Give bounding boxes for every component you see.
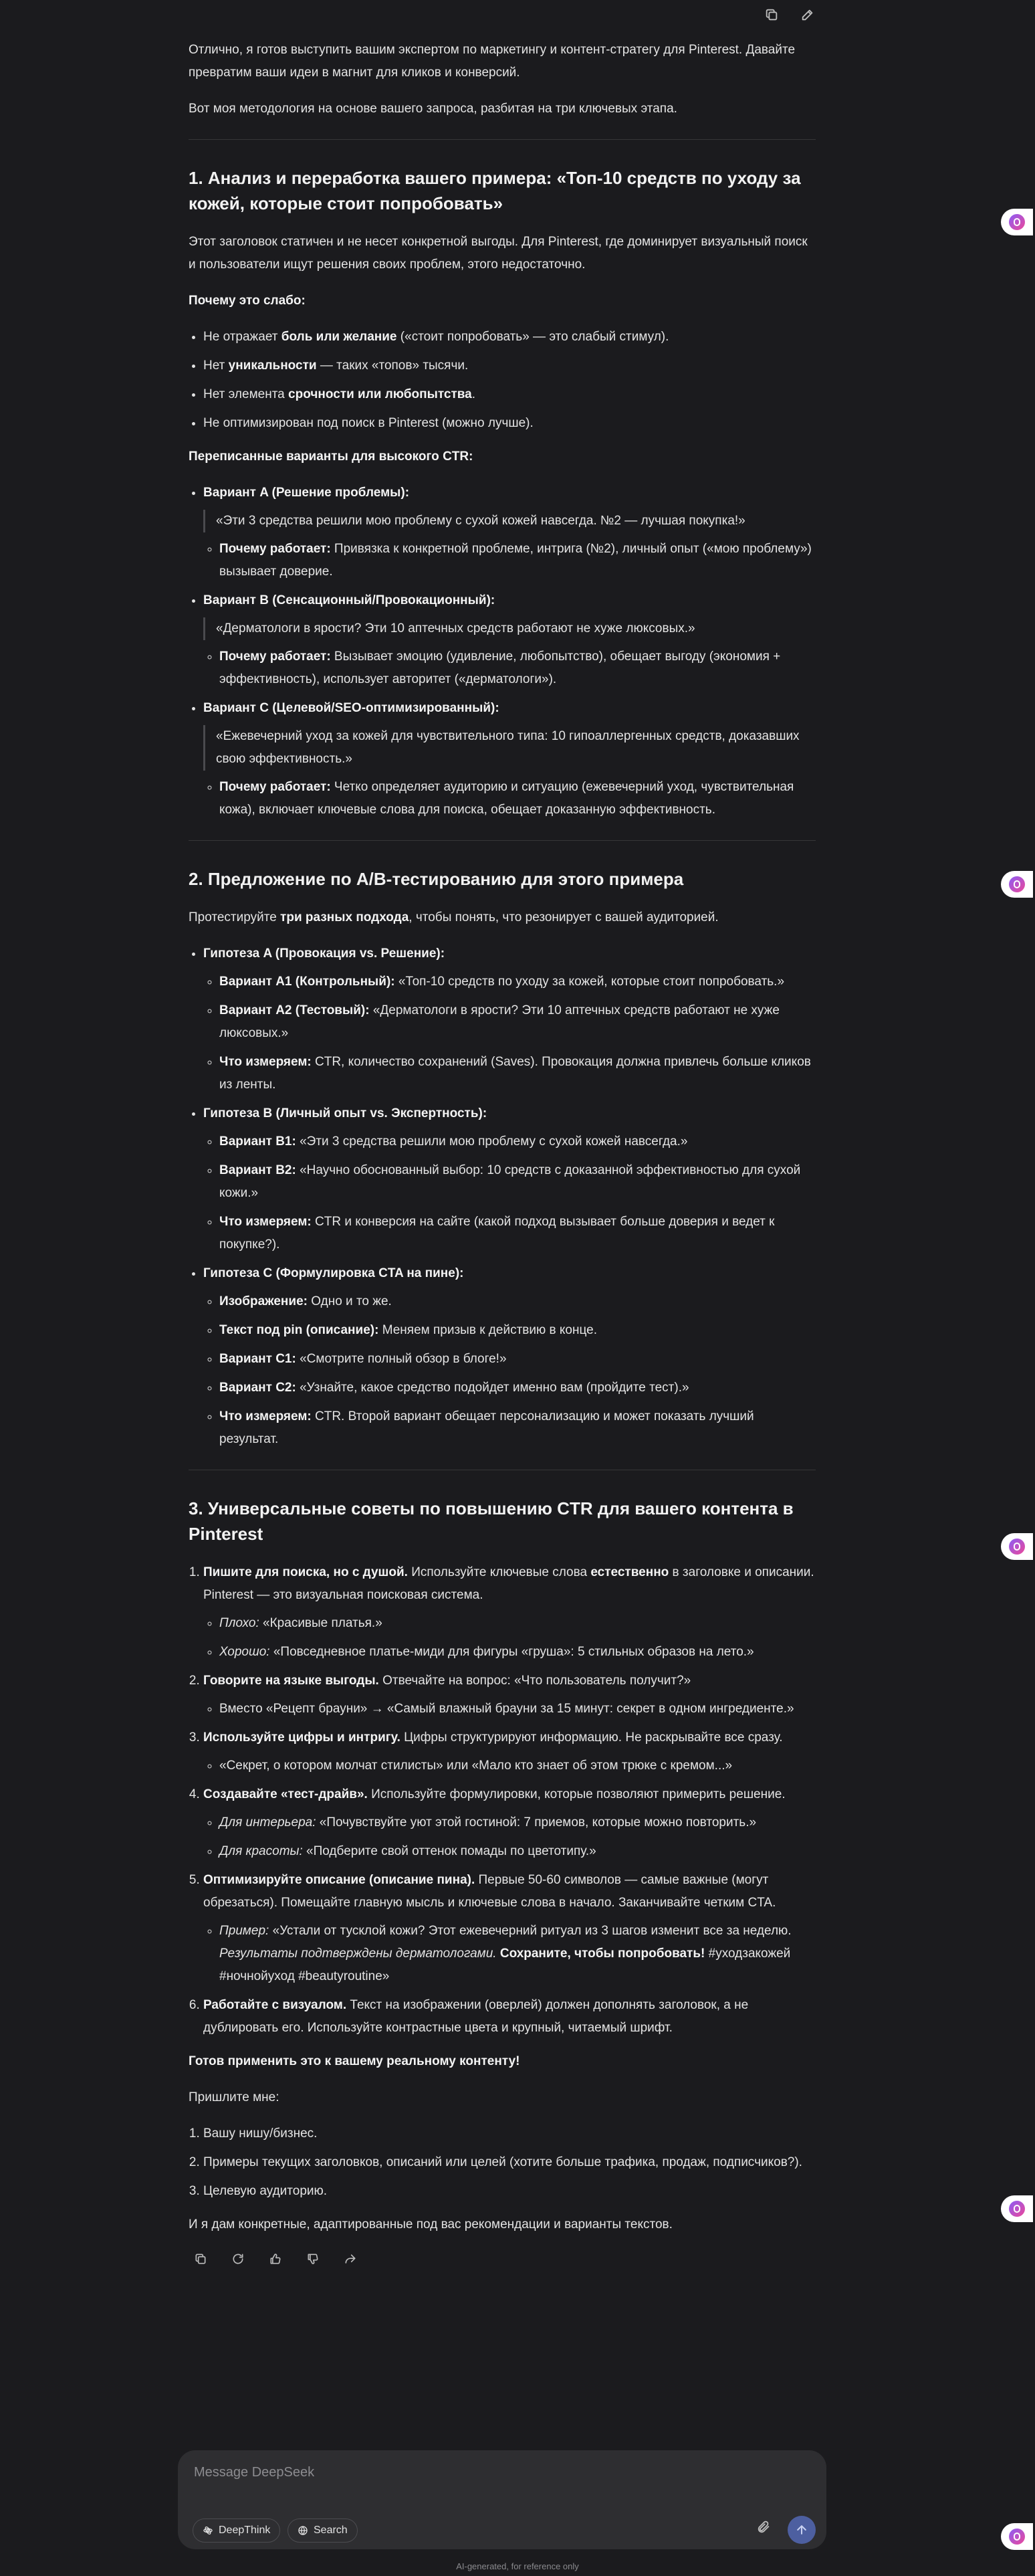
list-item: 2. Примеры текущих заголовков, описаний или целей (хотите больше трафика, продаж, подписчиков?). <box>203 2151 816 2174</box>
copy-icon[interactable] <box>762 5 781 24</box>
divider <box>189 840 816 841</box>
top-actions <box>762 5 817 24</box>
edit-icon[interactable] <box>798 5 817 24</box>
list-item: ◦ Вариант A2 (Тестовый): «Дерматологи в ярости? Эти 10 аптечных средств работают не хуже люксовых.» <box>219 999 816 1045</box>
list-item: 6. Работайте с визуалом. Текст на изображении (оверлей) должен дополнять заголовок, а не дублировать его. Используйте контрастные цвета и крупный, читаемый шрифт. <box>203 1994 816 2040</box>
list-item: 5. Оптимизируйте описание (описание пина). Первые 50-60 символов — самые важные (могут обрезаться). Помещайте главную мысль и ключевые слова в начало. Заканчивайте четким CTA. ◦ Пример: «Устали от тусклой кожи? Этот ежевечерний ритуал из 3 шагов изменит все за неделю. Результаты подтверждены дерматологами. Сохраните, чтобы попробовать! #уходзакожей #ночнойуход #beautyroutine» <box>203 1869 816 1988</box>
hypothesis-list <box>189 943 816 1451</box>
request-list <box>189 2122 816 2203</box>
list-item: • Вариант A (Решение проблемы): «Эти 3 средства решили мою проблему с сухой кожей навсегда. №2 — лучшая покупка!» ◦ Почему работает: Привязка к конкретной проблеме, интрига (№2), личный опыт («мою проблему») вызывает доверие. <box>203 482 816 583</box>
side-assistant-icon[interactable] <box>1001 2195 1033 2222</box>
cta-text: Готов применить это к вашему реальному контенту! <box>189 2054 520 2068</box>
list-item: ◦ Вариант C2: «Узнайте, какое средство подойдет именно вам (пройдите тест).» <box>219 1377 816 1399</box>
quote: «Дерматологи в ярости? Эти 10 аптечных средств работают не хуже люксовых.» <box>203 617 816 640</box>
subheading: Почему это слабо: <box>189 294 306 308</box>
list-item: 4. Создавайте «тест-драйв». Используйте формулировки, которые позволяют примерить решение. ◦ Для интерьера: «Почувствуйте уют этой гостиной: 7 приемов, которые можно повторить.» ◦ Для красоты: «Подберите свой оттенок помады по цветотипу.» <box>203 1783 816 1863</box>
list-item: ◦ «Секрет, о котором молчат стилисты» или «Мало кто знает об этом трюке с кремом...» <box>219 1755 816 1777</box>
paragraph: Этот заголовок статичен и не несет конкретной выгоды. Для Pinterest, где доминирует визуальный поиск и пользователи ищут решения своих проблем, этого недостаточно. <box>189 235 808 272</box>
list-item: ◦ Вариант A1 (Контрольный): «Топ-10 средств по уходу за кожей, которые стоит попробовать.» <box>219 971 816 993</box>
message-input[interactable]: Message DeepSeek <box>194 2465 315 2480</box>
copy-icon[interactable] <box>191 2250 210 2268</box>
list-item: ◦ Для красоты: «Подберите свой оттенок помады по цветотипу.» <box>219 1840 816 1863</box>
attach-icon[interactable] <box>754 2518 773 2537</box>
list-item: ◦ Почему работает: Четко определяет аудиторию и ситуацию (ежевечерний уход, чувствительная кожа), включает ключевые слова для поиска, обещает доказанную эффективность. <box>219 776 816 821</box>
list-item: • Не оптимизирован под поиск в Pinterest (можно лучше). <box>203 412 816 435</box>
message-composer <box>178 2450 826 2549</box>
list-item: • Гипотеза C (Формулировка CTA на пине): ◦ Изображение: Одно и то же. ◦ Текст под pin (описание): Меняем призыв к действию в конце. ◦ Вариант C1: «Смотрите полный обзор в блоге!» ◦ Вариант C2: «Узнайте, какое средство подойдет именно вам (пройдите тест).» ◦ Что измеряем: CTR. Второй вариант обещает персонализацию и может показать лучший результат. <box>203 1262 816 1451</box>
list-item: • Гипотеза A (Провокация vs. Решение): ◦ Вариант A1 (Контрольный): «Топ-10 средств по уходу за кожей, которые стоит попробовать.» ◦ Вариант A2 (Тестовый): «Дерматологи в ярости? Эти 10 аптечных средств работают не хуже люксовых.» ◦ Что измеряем: CTR, количество сохранений (Saves). Провокация должна привлечь больше кликов из ленты. <box>203 943 816 1096</box>
list-item: • Не отражает боль или желание («стоит попробовать» — это слабый стимул). <box>203 326 816 349</box>
section-heading: 1. Анализ и переработка вашего примера: «Топ-10 средств по уходу за кожей, которые стоит попробовать» <box>189 168 801 213</box>
list-item: ◦ Вариант B2: «Научно обоснованный выбор: 10 средств с доказанной эффективностью для сухой кожи.» <box>219 1159 816 1205</box>
list-item: ◦ Что измеряем: CTR и конверсия на сайте (какой подход вызывает больше доверия и ведет к покупке?). <box>219 1211 816 1256</box>
quote: «Ежевечерний уход за кожей для чувствительного типа: 10 гипоаллергенных средств, доказавших свою эффективность.» <box>203 725 816 771</box>
brain-icon <box>1009 214 1025 230</box>
side-assistant-icon[interactable] <box>1001 209 1033 235</box>
regenerate-icon[interactable] <box>229 2250 247 2268</box>
list-item: ◦ Плохо: «Красивые платья.» <box>219 1612 816 1635</box>
globe-icon <box>298 2525 308 2536</box>
list-item: ◦ Текст под pin (описание): Меняем призыв к действию в конце. <box>219 1319 816 1342</box>
send-button[interactable] <box>788 2516 816 2544</box>
arrow-up-icon <box>795 2523 808 2537</box>
paragraph: Пришлите мне: <box>189 2090 279 2104</box>
deepthink-label: DeepThink <box>219 2524 271 2536</box>
side-assistant-icon[interactable] <box>1001 1533 1033 1560</box>
list-item: 3. Целевую аудиторию. <box>203 2180 816 2203</box>
list-item: • Гипотеза B (Личный опыт vs. Экспертность): ◦ Вариант B1: «Эти 3 средства решили мою проблему с сухой кожей навсегда.» ◦ Вариант B2: «Научно обоснованный выбор: 10 средств с доказанной эффективностью для сухой кожи.» ◦ Что измеряем: CTR и конверсия на сайте (какой подход вызывает больше доверия и ведет к покупке?). <box>203 1102 816 1256</box>
quote: «Эти 3 средства решили мою проблему с сухой кожей навсегда. №2 — лучшая покупка!» <box>203 510 816 532</box>
section-heading: 3. Универсальные советы по повышению CTR для вашего контента в Pinterest <box>189 1498 794 1544</box>
side-assistant-icon[interactable] <box>1001 871 1033 898</box>
variant-list <box>189 482 816 821</box>
share-icon[interactable] <box>341 2250 360 2268</box>
paragraph: Протестируйте три разных подхода, чтобы понять, что резонирует с вашей аудиторией. <box>189 910 719 924</box>
list-item: ◦ Изображение: Одно и то же. <box>219 1290 816 1313</box>
list-item: ◦ Хорошо: «Повседневное платье-миди для фигуры «груша»: 5 стильных образов на лето.» <box>219 1641 816 1664</box>
disclaimer: AI-generated, for reference only <box>456 2561 579 2571</box>
intro-paragraph: Вот моя методология на основе вашего запроса, разбитая на три ключевых этапа. <box>189 102 677 116</box>
assistant-message <box>189 39 816 2268</box>
list-item: • Вариант C (Целевой/SEO-оптимизированный): «Ежевечерний уход за кожей для чувствительного типа: 10 гипоаллергенных средств, доказавших свою эффективность.» ◦ Почему работает: Четко определяет аудиторию и ситуацию (ежевечерний уход, чувствительная кожа), включает ключевые слова для поиска, обещает доказанную эффективность. <box>203 697 816 821</box>
top-bar <box>0 0 1035 33</box>
section-heading: 2. Предложение по A/B-тестированию для этого примера <box>189 869 684 889</box>
list-item: 3. Используйте цифры и интригу. Цифры структурируют информацию. Не раскрывайте все сразу. ◦ «Секрет, о котором молчат стилисты» или «Мало кто знает об этом трюке с кремом...» <box>203 1726 816 1777</box>
search-label: Search <box>314 2524 348 2536</box>
subheading: Переписанные варианты для высокого CTR: <box>189 450 473 464</box>
search-button[interactable] <box>288 2518 358 2543</box>
weakness-list <box>189 326 816 435</box>
list-item: ◦ Почему работает: Вызывает эмоцию (удивление, любопытство), обещает выгоду (экономия + эффективность), использует авторитет («дерматологи»). <box>219 646 816 691</box>
atom-icon <box>203 2525 213 2536</box>
list-item: ◦ Пример: «Устали от тусклой кожи? Этот ежевечерний ритуал из 3 шагов изменит все за неделю. Результаты подтверждены дерматологами. Сохраните, чтобы попробовать! #уходзакожей #ночнойуход #beautyroutine» <box>219 1920 816 1988</box>
list-item: ◦ Вариант C1: «Смотрите полный обзор в блоге!» <box>219 1348 816 1371</box>
brain-icon <box>1009 2201 1025 2217</box>
brain-icon <box>1009 1539 1025 1555</box>
list-item: ◦ Что измеряем: CTR. Второй вариант обещает персонализацию и может показать лучший результат. <box>219 1405 816 1451</box>
list-item: 1. Пишите для поиска, но с душой. Используйте ключевые слова естественно в заголовке и описании. Pinterest — это визуальная поисковая система. ◦ Плохо: «Красивые платья.» ◦ Хорошо: «Повседневное платье-миди для фигуры «груша»: 5 стильных образов на лето.» <box>203 1561 816 1664</box>
deepthink-button[interactable] <box>193 2518 280 2543</box>
tips-list <box>189 1561 816 2040</box>
list-item: 1. Вашу нишу/бизнес. <box>203 2122 816 2145</box>
brain-icon <box>1009 876 1025 892</box>
list-item: ◦ Для интерьера: «Почувствуйте уют этой гостиной: 7 приемов, которые можно повторить.» <box>219 1811 816 1834</box>
list-item: ◦ Что измеряем: CTR, количество сохранений (Saves). Провокация должна привлечь больше кликов из ленты. <box>219 1051 816 1096</box>
thumbs-up-icon[interactable] <box>266 2250 285 2268</box>
list-item: • Нет элемента срочности или любопытства. <box>203 383 816 406</box>
list-item: • Вариант B (Сенсационный/Провокационный): «Дерматологи в ярости? Эти 10 аптечных средств работают не хуже люксовых.» ◦ Почему работает: Вызывает эмоцию (удивление, любопытство), обещает выгоду (экономия + эффективность), использует авторитет («дерматологи»). <box>203 589 816 691</box>
intro-paragraph: Отлично, я готов выступить вашим экспертом по маркетингу и контент-стратегу для Pinterest. Давайте превратим ваши идеи в магнит для кликов и конверсий. <box>189 43 796 80</box>
list-item: ◦ Вместо «Рецепт брауни» → «Самый влажный брауни за 15 минут: секрет в одном ингредиенте.» <box>219 1698 816 1720</box>
list-item: ◦ Вариант B1: «Эти 3 средства решили мою проблему с сухой кожей навсегда.» <box>219 1130 816 1153</box>
list-item: 2. Говорите на языке выгоды. Отвечайте на вопрос: «Что пользователь получит?» ◦ Вместо «Рецепт брауни» → «Самый влажный брауни за 15 минут: секрет в одном ингредиенте.» <box>203 1670 816 1720</box>
side-assistant-icon[interactable] <box>1001 2523 1033 2550</box>
list-item: • Нет уникальности — таких «топов» тысячи. <box>203 355 816 377</box>
list-item: ◦ Почему работает: Привязка к конкретной проблеме, интрига (№2), личный опыт («мою проблему») вызывает доверие. <box>219 538 816 583</box>
divider <box>189 139 816 140</box>
message-actions <box>189 2250 816 2268</box>
thumbs-down-icon[interactable] <box>304 2250 322 2268</box>
paragraph: И я дам конкретные, адаптированные под вас рекомендации и варианты текстов. <box>189 2217 673 2232</box>
brain-icon <box>1009 2529 1025 2545</box>
